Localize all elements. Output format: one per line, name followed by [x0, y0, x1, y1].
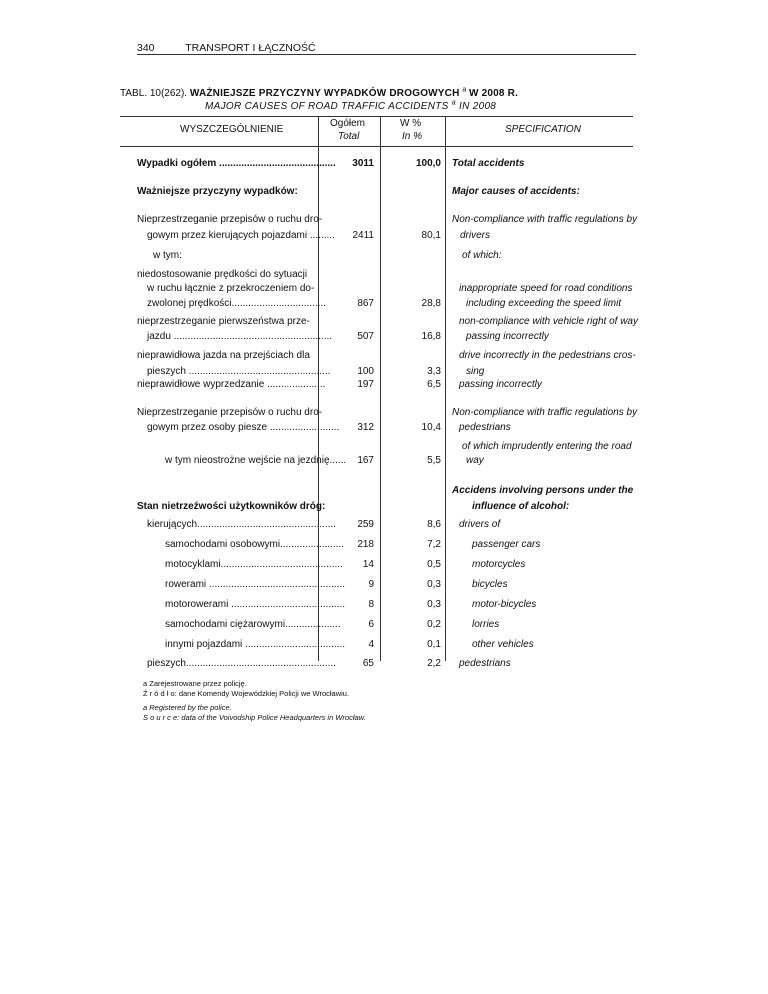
- row-label-en: Accidens involving persons under the: [452, 485, 634, 496]
- row-total: 9: [368, 579, 374, 590]
- row-label-pl: pieszych......................................................: [147, 658, 336, 669]
- row-label-pl: nieprawidłowe wyprzedzanie .....................: [137, 379, 326, 390]
- row-label-pl: motorowerami .........................................: [165, 599, 346, 610]
- row-label-en: drive incorrectly in the pedestrians cros-: [459, 350, 636, 361]
- row-pct: 100,0: [415, 158, 441, 169]
- table-title-english: [205, 101, 496, 112]
- column-header-left: WYSZCZEGÓLNIENIE: [180, 124, 284, 135]
- page-number: 340: [137, 42, 155, 54]
- row-pct: 16,8: [421, 331, 441, 342]
- row-total: 3011: [352, 158, 374, 169]
- row-label-en: motorcycles: [472, 559, 526, 570]
- title-polish-tail: W 2008 R.: [469, 88, 519, 99]
- row-label-en: Total accidents: [452, 158, 525, 169]
- row-pct: 7,2: [427, 539, 441, 550]
- row-label-en-cont: including exceeding the speed limit: [466, 298, 622, 309]
- row-label-pl-cont: gowym przez kierujących pojazdami .........: [147, 230, 335, 241]
- row-total: 65: [362, 658, 374, 669]
- row-label-pl: samochodami ciężarowymi....................: [165, 619, 341, 630]
- column-header-pct-pl: W %: [400, 118, 422, 129]
- section-title: TRANSPORT I ŁĄCZNOŚĆ: [185, 42, 316, 54]
- row-total: 6: [368, 619, 374, 630]
- row-total: 507: [357, 331, 374, 342]
- row-total: 167: [357, 455, 374, 466]
- row-pct: 0,1: [427, 639, 441, 650]
- row-label-pl: w tym:: [153, 250, 182, 261]
- title-polish: WAŻNIEJSZE PRZYCZYNY WYPADKÓW DROGOWYCH: [189, 88, 460, 99]
- row-label-pl: innymi pojazdami ....................................: [165, 639, 346, 650]
- row-label-pl: motocyklami............................................: [165, 559, 343, 570]
- page-header: [137, 42, 316, 54]
- table-number: TABL. 10(262).: [120, 88, 188, 99]
- row-label-en: Major causes of accidents:: [452, 186, 580, 197]
- row-label-pl: samochodami osobowymi.......................: [165, 539, 344, 550]
- row-total: 197: [357, 379, 374, 390]
- row-pct: 0,2: [427, 619, 441, 630]
- row-total: 8: [368, 599, 374, 610]
- row-label-pl: kierujących..................................................: [147, 519, 336, 530]
- row-label-en: pedestrians: [459, 658, 511, 669]
- row-pct: 0,3: [427, 599, 441, 610]
- row-pct: 0,3: [427, 579, 441, 590]
- column-divider-3: [445, 116, 446, 661]
- row-label-en: passing incorrectly: [459, 379, 542, 390]
- row-total: 218: [357, 539, 374, 550]
- footnote-pl: a Zarejestrowane przez policję.: [143, 679, 247, 688]
- source-en: S o u r c e: data of the Voivodship Police Headquarters in Wrocław.: [143, 713, 366, 722]
- row-total: 312: [357, 422, 374, 433]
- row-label-pl-cont: w ruchu łącznie z przekroczeniem do-: [147, 283, 315, 294]
- row-pct: 5,5: [427, 455, 441, 466]
- row-label-pl-cont: pieszych ...................................................: [147, 366, 331, 377]
- column-header-total-pl: Ogółem: [330, 118, 366, 129]
- title-english-marker: a: [451, 99, 456, 107]
- row-label-en: drivers of: [459, 519, 501, 530]
- title-english: MAJOR CAUSES OF ROAD TRAFFIC ACCIDENTS: [205, 101, 449, 112]
- row-label-en-cont: sing: [466, 366, 485, 377]
- row-label-pl: niedostosowanie prędkości do sytuacji: [137, 269, 308, 280]
- table-title: [120, 88, 518, 99]
- row-pct: 3,3: [427, 366, 441, 377]
- row-label-en: of which:: [462, 250, 502, 261]
- column-header-total-en: Total: [338, 131, 360, 142]
- column-header-right: SPECIFICATION: [505, 124, 581, 135]
- row-pct: 10,4: [421, 422, 441, 433]
- row-label-en: Non-compliance with traffic regulations by: [452, 407, 638, 418]
- row-label-en-cont: passing incorrectly: [466, 331, 549, 342]
- row-total: 14: [362, 559, 374, 570]
- column-header-pct-en: In %: [402, 131, 423, 142]
- row-label-pl-cont: jazdu .........................................................: [147, 331, 333, 342]
- header-rule: [137, 54, 636, 55]
- row-total: 100: [357, 366, 374, 377]
- row-label-en: bicycles: [472, 579, 508, 590]
- row-label-en-cont: way: [466, 455, 484, 466]
- title-footnote-marker: a: [462, 86, 467, 94]
- row-label-en: other vehicles: [472, 639, 534, 650]
- row-label-pl: Stan nietrzeźwości użytkowników dróg:: [137, 501, 326, 512]
- row-label-pl: rowerami .................................................: [165, 579, 346, 590]
- row-label-pl-cont: zwolonej prędkości..................................: [147, 298, 326, 309]
- row-pct: 80,1: [421, 230, 441, 241]
- row-label-pl: Nieprzestrzeganie przepisów o ruchu dro-: [137, 407, 323, 418]
- row-pct: 8,6: [427, 519, 441, 530]
- row-pct: 28,8: [421, 298, 441, 309]
- row-label-pl: w tym nieostrożne wejście na jezdnię......: [165, 455, 347, 466]
- source-pl: Ź r ó d ł o: dane Komendy Wojewódzkiej Policji we Wrocławiu.: [143, 689, 350, 698]
- row-label-pl: nieprzestrzeganie pierwszeństwa prze-: [137, 316, 310, 327]
- row-label-en-cont: influence of alcohol:: [472, 501, 570, 512]
- row-total: 867: [357, 298, 374, 309]
- row-total: 2411: [352, 230, 374, 241]
- row-label-pl: Ważniejsze przyczyny wypadków:: [137, 186, 298, 197]
- row-pct: 6,5: [427, 379, 441, 390]
- row-total: 259: [357, 519, 374, 530]
- table-top-rule: [120, 116, 633, 117]
- row-label-en: Non-compliance with traffic regulations by: [452, 214, 638, 225]
- row-label-en: inappropriate speed for road conditions: [459, 283, 633, 294]
- row-label-en-cont: drivers: [460, 230, 491, 241]
- row-label-en-cont: pedestrians: [459, 422, 511, 433]
- row-label-pl: Wypadki ogółem ..........................................: [137, 158, 336, 169]
- row-pct: 0,5: [427, 559, 441, 570]
- row-label-en: non-compliance with vehicle right of way: [459, 316, 638, 327]
- row-total: 4: [368, 639, 374, 650]
- row-label-en: motor-bicycles: [472, 599, 537, 610]
- footnote-en: a Registered by the police.: [143, 703, 232, 712]
- row-label-pl: nieprawidłowa jazda na przejściach dla: [137, 350, 310, 361]
- row-label-en: passenger cars: [472, 539, 541, 550]
- row-label-en: lorries: [472, 619, 500, 630]
- row-label-pl: Nieprzestrzeganie przepisów o ruchu dro-: [137, 214, 323, 225]
- row-label-en: of which imprudently entering the road: [462, 441, 632, 452]
- table-header-bottom-rule: [120, 146, 633, 147]
- title-english-tail: IN 2008: [459, 101, 497, 112]
- row-pct: 2,2: [427, 658, 441, 669]
- row-label-pl-cont: gowym przez osoby piesze .........................: [147, 422, 340, 433]
